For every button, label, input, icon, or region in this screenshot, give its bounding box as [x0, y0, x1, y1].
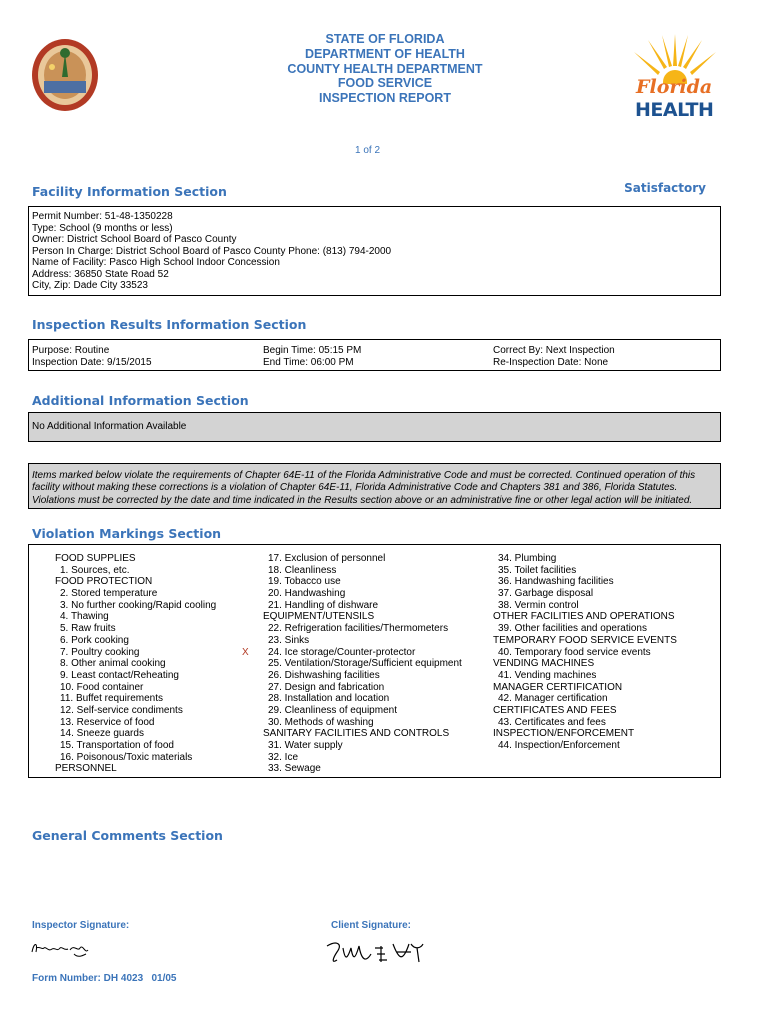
violation-item: 12. Self-service condiments	[60, 704, 183, 716]
violation-category: MANAGER CERTIFICATION	[493, 681, 623, 693]
violation-item: 10. Food container	[60, 681, 144, 693]
violation-category: OTHER FACILITIES AND OPERATIONS	[493, 611, 675, 623]
violation-category: CERTIFICATES AND FEES	[493, 704, 617, 716]
reinspection-date: Re-Inspection Date: None	[493, 356, 609, 368]
violation-item: 26. Dishwashing facilities	[268, 669, 380, 681]
violation-item: 11. Buffet requirements	[60, 693, 164, 705]
violation-category: SANITARY FACILITIES AND CONTROLS	[263, 728, 450, 740]
violation-item: 43. Certificates and fees	[498, 716, 606, 728]
notice-line: Items marked below violate the requirements of Chapter 64E-11 of the Florida Administrative Code and must be corrected. Continued operation of this	[32, 470, 696, 481]
person-in-charge: Person In Charge: District School Board of Pasco County Phone: (813) 794-2000	[32, 245, 392, 257]
additional-section-title: Additional Information Section	[32, 393, 249, 408]
violation-item: 19. Tobacco use	[268, 576, 341, 588]
notice-line: Violations must be corrected by the date and time indicated in the Results section above or an administrative fine or other legal action will be initiated.	[32, 494, 693, 506]
violation-item: 36. Handwashing facilities	[498, 576, 614, 588]
violation-item: 27. Design and fabrication	[268, 681, 385, 693]
violation-item: 1. Sources, etc.	[60, 564, 130, 576]
inspection-results-box	[28, 339, 721, 371]
violation-category: FOOD PROTECTION	[55, 576, 153, 588]
violation-mark-24: X	[242, 647, 249, 658]
violation-item: 33. Sewage	[268, 763, 321, 775]
correct-by: Correct By: Next Inspection	[493, 345, 615, 356]
violation-item: 39. Other facilities and operations	[498, 623, 647, 635]
violation-item: 14. Sneeze guards	[60, 728, 144, 740]
violation-category: PERSONNEL	[55, 763, 117, 775]
logo-text-health: HEALTH	[635, 99, 714, 121]
inspection-date: Inspection Date: 9/15/2015	[32, 356, 152, 368]
logo-text-florida: Florida	[636, 76, 713, 98]
violation-item: 25. Ventilation/Storage/Sufficient equipment	[268, 658, 462, 670]
header-line: STATE OF FLORIDA	[325, 32, 445, 46]
header-line: INSPECTION REPORT	[319, 91, 451, 106]
violation-item: 4. Thawing	[60, 611, 109, 623]
violation-item: 15. Transportation of food	[60, 740, 174, 751]
header-line: DEPARTMENT OF HEALTH	[305, 46, 465, 61]
violation-item: 5. Raw fruits	[60, 623, 116, 635]
violation-item: 44. Inspection/Enforcement	[498, 740, 620, 751]
violation-item: 18. Cleanliness	[268, 564, 337, 576]
header-line: COUNTY HEALTH DEPARTMENT	[287, 61, 483, 76]
violation-item: 22. Refrigeration facilities/Thermometers	[268, 623, 449, 635]
violation-item: 6. Pork cooking	[60, 634, 129, 646]
page-number: 1 of 2	[354, 145, 381, 156]
violation-category: INSPECTION/ENFORCEMENT	[493, 728, 635, 740]
violations-column-3	[493, 553, 677, 752]
violation-category: VENDING MACHINES	[493, 658, 595, 670]
violations-column-2	[263, 553, 462, 775]
violation-item: 3. No further cooking/Rapid cooling	[60, 599, 217, 611]
violation-item: 7. Poultry cooking	[60, 646, 140, 658]
violation-item: 32. Ice	[268, 751, 299, 763]
facility-city-zip: City, Zip: Dade City 33523	[32, 280, 148, 291]
inspector-signature	[30, 938, 92, 960]
violations-section-title: Violation Markings Section	[32, 526, 222, 541]
permit-number: Permit Number: 51-48-1350228	[32, 211, 173, 222]
client-signature	[323, 938, 433, 968]
status-badge: Satisfactory	[624, 181, 706, 195]
violation-item: 35. Toilet facilities	[498, 564, 577, 576]
facility-info-box	[28, 206, 721, 296]
violation-item: 34. Plumbing	[498, 553, 557, 564]
facility-type: Type: School (9 months or less)	[32, 222, 173, 234]
violation-item: 17. Exclusion of personnel	[268, 553, 386, 564]
violation-item: 40. Temporary food service events	[498, 646, 651, 658]
violation-item: 16. Poisonous/Toxic materials	[60, 751, 193, 763]
violation-item: 41. Vending machines	[498, 669, 597, 681]
additional-info-box	[28, 412, 721, 442]
violation-item: 24. Ice storage/Counter-protector	[268, 646, 416, 658]
violation-item: 31. Water supply	[268, 740, 343, 751]
client-signature-label: Client Signature:	[331, 920, 412, 931]
inspector-signature-label: Inspector Signature:	[32, 920, 130, 931]
violation-item: 30. Methods of washing	[268, 716, 374, 728]
facility-owner: Owner: District School Board of Pasco County	[32, 234, 237, 245]
header-line: FOOD SERVICE	[337, 76, 433, 91]
violation-item: 2. Stored temperature	[60, 588, 158, 600]
violation-item: 38. Vermin control	[498, 599, 579, 611]
comments-section-title: General Comments Section	[32, 828, 223, 843]
violation-item: 23. Sinks	[268, 634, 310, 646]
begin-time: Begin Time: 05:15 PM	[263, 345, 362, 356]
violation-item: 21. Handling of dishware	[268, 599, 379, 611]
violation-item: 42. Manager certification	[498, 693, 608, 705]
facility-section-title: Facility Information Section	[32, 184, 227, 199]
florida-health-logo	[634, 34, 716, 122]
inspection-section-title: Inspection Results Information Section	[32, 317, 307, 332]
end-time: End Time: 06:00 PM	[263, 356, 354, 368]
additional-info-text: No Additional Information Available	[32, 421, 187, 432]
violation-category: FOOD SUPPLIES	[55, 553, 136, 564]
form-number: Form Number: DH 4023 01/05	[32, 973, 177, 984]
facility-address: Address: 36850 State Road 52	[32, 268, 169, 280]
violation-notice-text	[32, 470, 722, 507]
violation-item: 28. Installation and location	[268, 693, 390, 705]
violations-column-1	[55, 553, 216, 775]
violation-category: EQUIPMENT/UTENSILS	[263, 611, 375, 623]
violation-category: TEMPORARY FOOD SERVICE EVENTS	[493, 634, 677, 646]
facility-name: Name of Facility: Pasco High School Indoor Concession	[32, 257, 280, 268]
inspection-purpose: Purpose: Routine	[32, 345, 110, 356]
violation-item: 9. Least contact/Reheating	[60, 669, 179, 681]
violation-item: 20. Handwashing	[268, 588, 346, 600]
notice-line: facility without making these corrections is a violation of Chapter 64E-11, Florida Administrative Code and Chapters 381 and 386, Florida Statutes.	[32, 482, 678, 494]
violation-item: 37. Garbage disposal	[498, 588, 594, 600]
violation-item: 8. Other animal cooking	[60, 658, 166, 670]
violation-item: 13. Reservice of food	[60, 716, 155, 728]
violation-item: 29. Cleanliness of equipment	[268, 704, 397, 716]
